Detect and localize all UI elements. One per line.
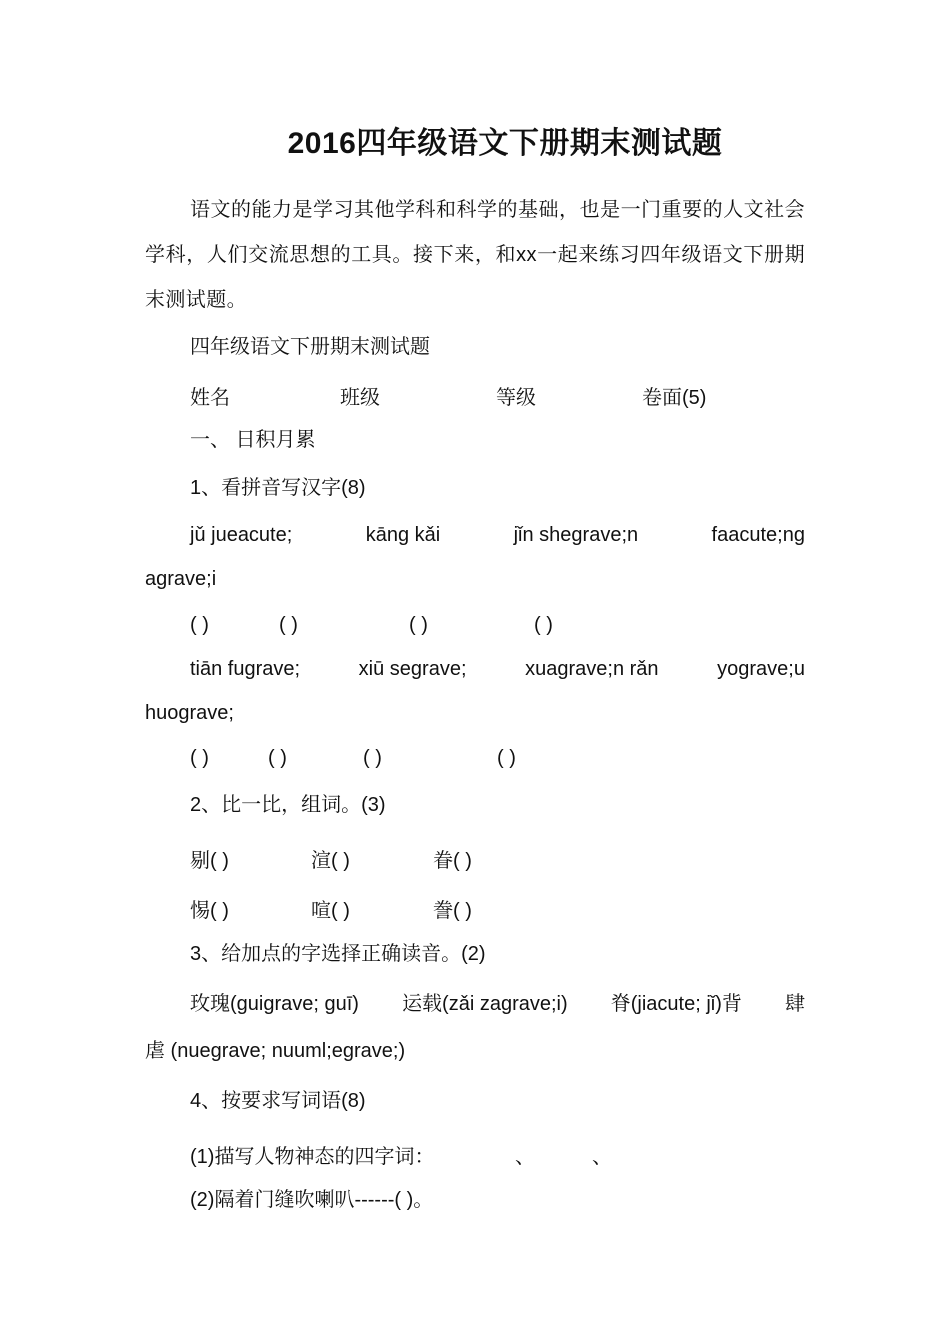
pinyin-item: xiū segrave; bbox=[358, 658, 467, 680]
compare-item: 眷( ) bbox=[433, 850, 472, 872]
question-1-label: 1、看拼音写汉字(8) bbox=[190, 477, 366, 499]
pronunciation-item: 玫瑰(guigrave; guī) bbox=[190, 993, 359, 1015]
pinyin-item: jǐn shegrave;n bbox=[513, 524, 639, 546]
pinyin-row-1 bbox=[190, 525, 805, 545]
question-2-label: 2、比一比，组词。(3) bbox=[190, 794, 386, 816]
answer-blank: ( ) bbox=[534, 614, 553, 636]
pinyin-row-2-wrap: huograve; bbox=[145, 702, 234, 724]
pinyin-item: faacute;ng bbox=[711, 524, 805, 546]
sub-question-1: (1)描写人物神态的四字词： bbox=[190, 1146, 435, 1168]
answer-blank: ( ) bbox=[363, 747, 382, 769]
pronunciation-row bbox=[190, 994, 805, 1014]
question-4-label: 4、按要求写词语(8) bbox=[190, 1090, 366, 1112]
field-name: 姓名 bbox=[190, 387, 230, 409]
answer-blank: ( ) bbox=[497, 747, 516, 769]
pronunciation-item: 运载(zǎi zagrave;i) bbox=[402, 993, 568, 1015]
pinyin-item: tiān fugrave; bbox=[190, 658, 301, 680]
separator: 、 bbox=[515, 1146, 535, 1168]
field-class: 班级 bbox=[340, 387, 380, 409]
pinyin-item: yograve;u bbox=[717, 658, 805, 680]
pronunciation-row-wrap: 虐 (nuegrave; nuuml;egrave;) bbox=[145, 1040, 406, 1062]
separator: 、 bbox=[592, 1146, 612, 1168]
pinyin-item: xuagrave;n rǎn bbox=[525, 658, 659, 680]
subtitle: 四年级语文下册期末测试题 bbox=[190, 336, 430, 358]
pinyin-row-2 bbox=[190, 659, 805, 679]
field-neatness: 卷面(5) bbox=[642, 387, 707, 409]
answer-blank: ( ) bbox=[268, 747, 287, 769]
page-title: 2016四年级语文下册期末测试题 bbox=[287, 127, 723, 160]
pinyin-row-1-wrap: agrave;i bbox=[145, 568, 217, 590]
pronunciation-item: 肆 bbox=[785, 993, 805, 1015]
pronunciation-item: 脊(jiacute; jǐ)背 bbox=[610, 993, 742, 1015]
answer-blank: ( ) bbox=[190, 614, 209, 636]
answer-blank: ( ) bbox=[190, 747, 209, 769]
pinyin-item: jǔ jueacute; bbox=[190, 524, 293, 546]
question-3-label: 3、给加点的字选择正确读音。(2) bbox=[190, 943, 486, 965]
pinyin-item: kāng kǎi bbox=[365, 524, 441, 546]
field-grade: 等级 bbox=[496, 387, 536, 409]
answer-blank: ( ) bbox=[279, 614, 298, 636]
compare-item: 誊( ) bbox=[433, 900, 472, 922]
compare-item: 喧( ) bbox=[311, 900, 350, 922]
answer-blank: ( ) bbox=[409, 614, 428, 636]
sub-question-2: (2)隔着门缝吹喇叭------( )。 bbox=[190, 1189, 434, 1211]
intro-paragraph: 语文的能力是学习其他学科和科学的基础，也是一门重要的人文社会学科，人们交流思想的工具。接下来，和xx一起来练习四年级语文下册期末测试题。 bbox=[145, 199, 805, 311]
compare-item: 渲( ) bbox=[311, 850, 350, 872]
section-heading: 一、 日积月累 bbox=[190, 429, 316, 451]
compare-item: 剔( ) bbox=[190, 850, 229, 872]
compare-item: 惕( ) bbox=[190, 900, 229, 922]
